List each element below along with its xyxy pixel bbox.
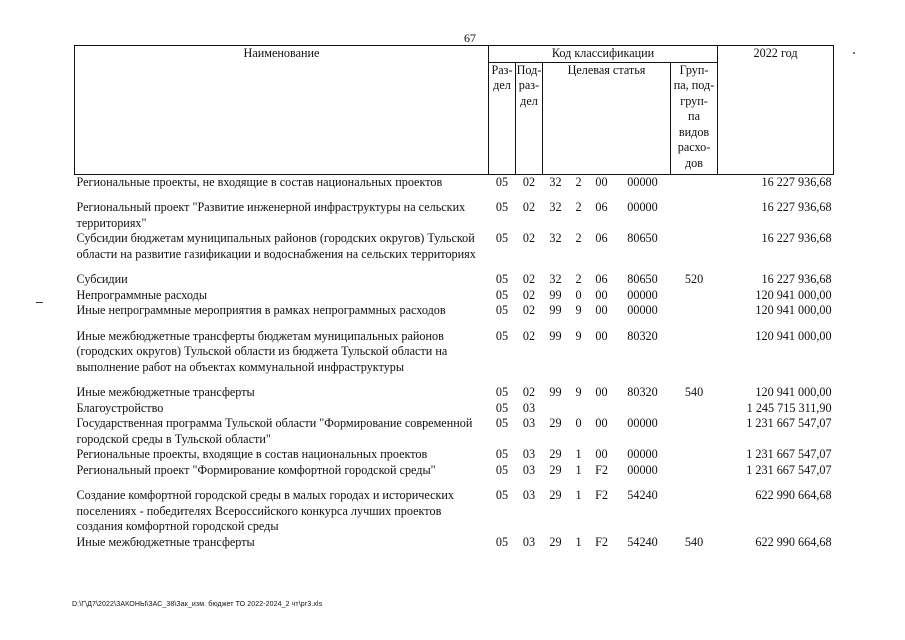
row-target-program: 32 bbox=[549, 200, 562, 214]
header-code-group: Код классификации bbox=[489, 46, 718, 63]
row-target-direction: 00000 bbox=[627, 287, 658, 302]
row-subsection: 03 bbox=[522, 447, 536, 461]
table-body bbox=[75, 174, 834, 550]
row-subsection: 02 bbox=[522, 287, 536, 302]
row-target-direction: 00000 bbox=[627, 200, 658, 214]
row-target-program: 32 bbox=[549, 174, 562, 189]
row-name: Региональные проекты, входящие в состав национальных проектов bbox=[76, 447, 428, 461]
spacer-cell bbox=[75, 319, 834, 329]
row-target-direction: 00000 bbox=[627, 447, 658, 461]
table-header bbox=[75, 46, 834, 175]
spacer-cell bbox=[75, 375, 834, 385]
row-target-subprogram: 0 bbox=[575, 416, 582, 430]
row-subsection: 02 bbox=[522, 385, 536, 399]
row-amount: 120 941 000,00 bbox=[755, 303, 832, 317]
row-expense-group: 540 bbox=[684, 534, 704, 549]
table-row bbox=[75, 416, 834, 447]
row-target-direction: 00000 bbox=[627, 416, 658, 430]
header-target: Целевая статья bbox=[543, 62, 671, 174]
row-target-direction: 54240 bbox=[627, 488, 658, 502]
row-expense-group bbox=[671, 416, 718, 447]
row-amount: 1 231 667 547,07 bbox=[746, 462, 832, 477]
row-target-direction: 80320 bbox=[627, 385, 658, 399]
row-target-direction: 00000 bbox=[627, 174, 658, 189]
row-name: Непрограммные расходы bbox=[76, 287, 208, 302]
row-expense-group bbox=[671, 288, 718, 304]
row-name: Иные межбюджетные трансферты бюджетам муниципальных районов (городских округов) Тульской области из бюджета Тульской области на выполнение работ на объектах коммунальной инфраструктуры bbox=[76, 328, 448, 374]
row-subsection: 02 bbox=[522, 200, 536, 214]
table-row bbox=[75, 385, 834, 401]
row-target-event: 00 bbox=[595, 385, 608, 399]
row-expense-group: 520 bbox=[684, 272, 704, 286]
header-name: Наименование bbox=[75, 46, 489, 175]
row-name: Иные непрограммные мероприятия в рамках непрограммных расходов bbox=[76, 303, 446, 317]
row-target-program: 99 bbox=[549, 287, 562, 302]
spacer-cell bbox=[75, 190, 834, 200]
table-row bbox=[75, 488, 834, 535]
row-target-subprogram: 1 bbox=[575, 488, 582, 502]
row-target-event: 00 bbox=[595, 174, 608, 189]
row-target-event: F2 bbox=[595, 462, 608, 477]
scan-speck bbox=[853, 52, 855, 54]
row-target-program: 29 bbox=[549, 447, 562, 461]
row-section: 05 bbox=[495, 272, 509, 286]
row-target-subprogram: 2 bbox=[575, 200, 582, 214]
row-amount: 1 231 667 547,07 bbox=[746, 447, 832, 461]
row-expense-group bbox=[671, 447, 718, 463]
row-target-event bbox=[589, 401, 615, 417]
row-target-direction: 54240 bbox=[627, 534, 658, 549]
row-target-program: 29 bbox=[549, 534, 562, 549]
row-target-program: 32 bbox=[549, 231, 562, 245]
row-target-subprogram: 9 bbox=[575, 328, 582, 343]
row-amount: 622 990 664,68 bbox=[755, 488, 832, 502]
row-spacer bbox=[75, 262, 834, 272]
row-section: 05 bbox=[495, 462, 509, 477]
row-amount: 16 227 936,68 bbox=[761, 200, 832, 214]
row-section: 05 bbox=[495, 488, 509, 502]
table-row bbox=[75, 231, 834, 262]
row-subsection: 03 bbox=[522, 400, 536, 415]
row-name: Создание комфортной городской среды в малых городах и исторических поселениях - победителях Всероссийского конкурса лучших проектов создания комфортной городской среды bbox=[76, 488, 455, 533]
row-subsection: 03 bbox=[522, 488, 536, 502]
row-section: 05 bbox=[495, 534, 509, 549]
row-target-subprogram: 2 bbox=[575, 231, 582, 245]
table-row bbox=[75, 272, 834, 288]
row-expense-group bbox=[671, 231, 718, 262]
row-target-program: 29 bbox=[549, 462, 562, 477]
row-target-subprogram: 1 bbox=[575, 534, 582, 549]
header-expense-group: Груп- па, под- груп- па видов расхо- дов bbox=[671, 62, 718, 174]
row-name: Благоустройство bbox=[76, 400, 164, 415]
row-expense-group bbox=[671, 174, 718, 190]
row-amount: 16 227 936,68 bbox=[761, 174, 832, 189]
row-target-program: 29 bbox=[549, 488, 562, 502]
row-target-subprogram: 1 bbox=[575, 462, 582, 477]
row-name: Субсидии бюджетам муниципальных районов (городских округов) Тульской области на развитие газификации и водоснабжения на сельских территориях bbox=[76, 231, 476, 261]
footer-file-path: D:\Г\Д7\2022\ЗАКОНЫ\ЗАС_38\Зак_изм. бюджет ТО 2022-2024_2 чт\рг3.xls bbox=[72, 601, 323, 608]
row-section: 05 bbox=[495, 447, 509, 461]
row-name: Государственная программа Тульской области "Формирование современной городской среды в Тульской области" bbox=[76, 416, 473, 446]
row-section: 05 bbox=[495, 416, 509, 430]
row-target-program: 99 bbox=[549, 385, 562, 399]
row-subsection: 02 bbox=[522, 303, 536, 317]
row-section: 05 bbox=[495, 287, 509, 302]
row-target-program bbox=[543, 401, 569, 417]
row-target-subprogram: 2 bbox=[575, 272, 582, 286]
row-target-event: F2 bbox=[595, 534, 608, 549]
row-expense-group bbox=[671, 303, 718, 319]
row-target-direction: 00000 bbox=[627, 462, 658, 477]
row-target-program: 29 bbox=[549, 416, 562, 430]
row-target-direction: 00000 bbox=[627, 303, 658, 317]
row-spacer bbox=[75, 190, 834, 200]
row-target-subprogram bbox=[569, 401, 589, 417]
table-row bbox=[75, 288, 834, 304]
row-target-subprogram: 9 bbox=[575, 303, 582, 317]
row-target-direction: 80650 bbox=[627, 231, 658, 245]
row-amount: 622 990 664,68 bbox=[755, 534, 832, 549]
spacer-cell bbox=[75, 478, 834, 488]
row-target-event: 00 bbox=[595, 287, 608, 302]
row-target-event: 00 bbox=[595, 303, 608, 317]
table-row bbox=[75, 447, 834, 463]
table-row bbox=[75, 329, 834, 376]
page-number: 67 bbox=[464, 31, 476, 45]
margin-mark bbox=[36, 302, 43, 303]
row-target-event: 00 bbox=[595, 447, 608, 461]
row-target-event: 06 bbox=[595, 200, 608, 214]
budget-table bbox=[74, 45, 834, 550]
row-section: 05 bbox=[495, 303, 509, 317]
row-target-direction: 80650 bbox=[627, 272, 658, 286]
row-subsection: 02 bbox=[522, 174, 536, 189]
row-target-event: 06 bbox=[595, 231, 608, 245]
row-subsection: 03 bbox=[522, 416, 536, 430]
row-amount: 120 941 000,00 bbox=[755, 328, 832, 343]
table-row bbox=[75, 174, 834, 190]
row-target-program: 32 bbox=[549, 272, 562, 286]
row-expense-group bbox=[671, 488, 718, 535]
row-amount: 120 941 000,00 bbox=[755, 385, 832, 399]
table-row bbox=[75, 535, 834, 551]
row-subsection: 03 bbox=[522, 462, 536, 477]
row-spacer bbox=[75, 375, 834, 385]
row-name: Региональный проект "Развитие инженерной инфраструктуры на сельских территориях" bbox=[76, 200, 466, 230]
row-expense-group bbox=[671, 200, 718, 231]
row-target-program: 99 bbox=[549, 328, 562, 343]
row-spacer bbox=[75, 319, 834, 329]
row-subsection: 02 bbox=[522, 328, 536, 343]
row-expense-group: 540 bbox=[684, 385, 704, 399]
row-target-subprogram: 1 bbox=[575, 447, 582, 461]
row-subsection: 02 bbox=[522, 231, 536, 245]
table-row bbox=[75, 303, 834, 319]
row-target-event: F2 bbox=[595, 488, 608, 502]
row-section: 05 bbox=[495, 385, 509, 399]
row-section: 05 bbox=[495, 231, 509, 245]
row-subsection: 03 bbox=[522, 534, 536, 549]
row-amount: 16 227 936,68 bbox=[761, 231, 832, 245]
row-section: 05 bbox=[495, 400, 509, 415]
row-section: 05 bbox=[495, 200, 509, 214]
row-name: Иные межбюджетные трансферты bbox=[76, 385, 255, 399]
row-expense-group bbox=[671, 463, 718, 479]
row-expense-group bbox=[671, 329, 718, 376]
row-amount: 1 245 715 311,90 bbox=[746, 400, 832, 415]
row-section: 05 bbox=[495, 328, 509, 343]
header-section: Раз- дел bbox=[489, 62, 516, 174]
header-year: 2022 год bbox=[718, 46, 834, 175]
row-target-program: 99 bbox=[549, 303, 562, 317]
row-target-direction bbox=[615, 401, 671, 417]
table-row bbox=[75, 200, 834, 231]
row-amount: 16 227 936,68 bbox=[761, 272, 832, 286]
row-target-subprogram: 0 bbox=[575, 287, 582, 302]
row-target-subprogram: 9 bbox=[575, 385, 582, 399]
row-target-subprogram: 2 bbox=[575, 174, 582, 189]
row-spacer bbox=[75, 478, 834, 488]
spacer-cell bbox=[75, 262, 834, 272]
row-name: Региональные проекты, не входящие в состав национальных проектов bbox=[76, 174, 443, 189]
row-expense-group bbox=[671, 401, 718, 417]
row-target-direction: 80320 bbox=[627, 328, 658, 343]
table-row bbox=[75, 463, 834, 479]
row-target-event: 00 bbox=[595, 416, 608, 430]
row-name: Субсидии bbox=[76, 272, 128, 286]
row-name: Региональный проект "Формирование комфортной городской среды" bbox=[76, 462, 436, 477]
row-target-event: 00 bbox=[595, 328, 608, 343]
row-amount: 1 231 667 547,07 bbox=[746, 416, 832, 430]
table-row bbox=[75, 401, 834, 417]
row-name: Иные межбюджетные трансферты bbox=[76, 534, 255, 549]
header-subsection: Под- раз- дел bbox=[516, 62, 543, 174]
row-section: 05 bbox=[495, 174, 509, 189]
row-target-event: 06 bbox=[595, 272, 608, 286]
row-subsection: 02 bbox=[522, 272, 536, 286]
row-amount: 120 941 000,00 bbox=[755, 287, 832, 302]
